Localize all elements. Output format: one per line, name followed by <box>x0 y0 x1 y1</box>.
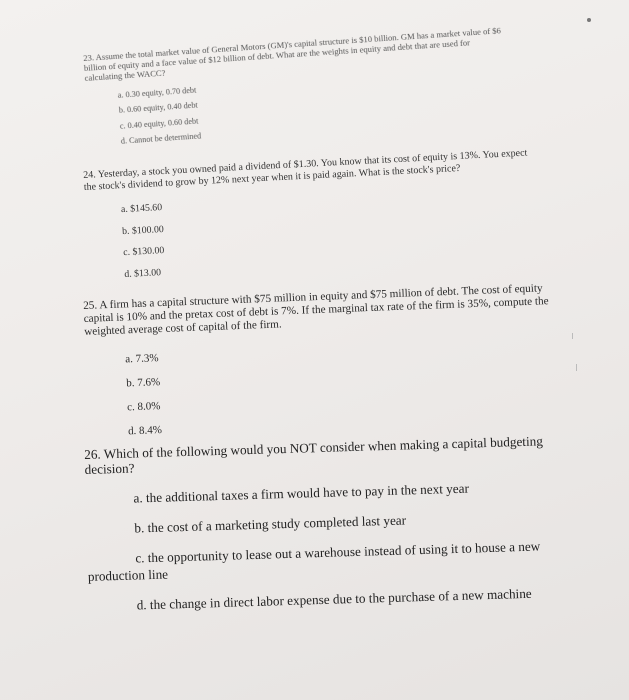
question-26-option-c[interactable] <box>87 536 608 585</box>
question-23-option-c[interactable]: c. 0.40 equity, 0.60 debt <box>119 116 199 131</box>
question-25-options <box>85 331 558 445</box>
question-23-option-d[interactable]: d. Cannot be determined <box>120 131 202 146</box>
question-26-option-a[interactable]: a. the additional taxes a firm would have to pay in the next year <box>133 480 470 506</box>
question-26-option-b[interactable]: b. the cost of a marketing study completed last year <box>134 512 407 536</box>
question-26-stem: 26. Which of the following would you NOT consider when making a capital budgeting decision? <box>84 433 544 478</box>
question-24-option-b[interactable]: b. $100.00 <box>121 223 165 237</box>
question-26-option-c-continuation: production line <box>87 566 169 585</box>
question-25 <box>83 282 558 445</box>
question-24-option-a[interactable]: a. $145.60 <box>120 202 163 216</box>
page-dot <box>587 18 591 22</box>
question-26-option-d[interactable]: d. the change in direct labor expense due to the purchase of a new machine <box>136 586 532 613</box>
pen-mark <box>572 333 573 339</box>
question-26-options <box>85 470 609 622</box>
question-23-option-b[interactable]: b. 0.60 equity, 0.40 debt <box>118 100 199 115</box>
question-26-option-c-text: c. the opportunity to lease out a warehouse instead of using it to house a new <box>135 538 541 566</box>
question-23-stem: 23. Assume the total market value of General Motors (GM)'s capital structure is $10 billion. GM has a market value of $6 billion of equity and a face value of $12 billion of debt. What are the weights in equity and debt that are used for calculating the WACC? <box>82 25 502 83</box>
question-24-option-c[interactable]: c. $130.00 <box>122 244 165 259</box>
question-25-option-d[interactable]: d. 8.4% <box>127 423 163 437</box>
question-25-option-b[interactable]: b. 7.6% <box>125 375 161 390</box>
question-25-stem: 25. A firm has a capital structure with $75 million in equity and $75 million of debt. The cost of equity capital is 10% and the pretax cost of debt is 7%. If the marginal tax rate of the firm is 35%, compute the weighted average cost of capital of the firm. <box>83 282 549 338</box>
question-24-stem: 24. Yesterday, a stock you owned paid a dividend of $1.30. You know that its cost of equity is 13%. You expect the stock's dividend to grow by 12% next year when it is paid again. What is the stock's price? <box>83 147 528 193</box>
question-24-options <box>85 178 534 286</box>
question-26 <box>84 432 609 623</box>
question-23-option-a[interactable]: a. 0.30 equity, 0.70 debt <box>117 85 197 100</box>
question-24-option-d[interactable]: d. $13.00 <box>124 266 162 280</box>
question-25-option-c[interactable]: c. 8.0% <box>126 399 161 414</box>
question-23 <box>83 26 509 151</box>
question-24 <box>83 147 533 286</box>
question-25-option-a[interactable]: a. 7.3% <box>125 351 159 366</box>
pen-mark <box>576 364 577 371</box>
